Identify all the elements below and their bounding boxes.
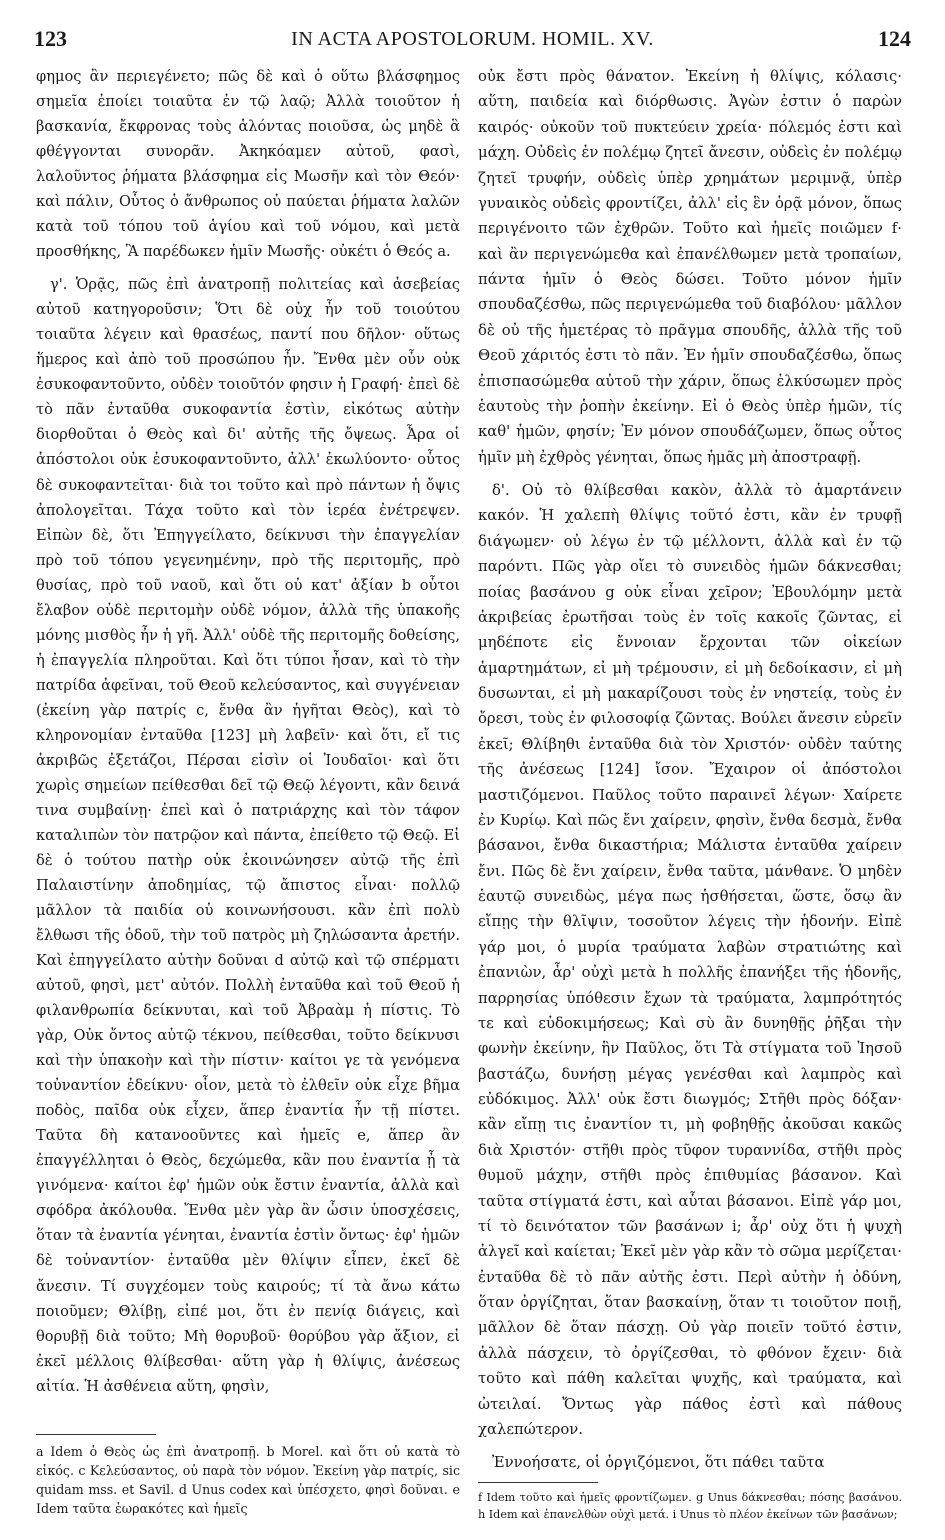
left-paragraph: γ'. Ὁρᾷς, πῶς ἐπὶ ἀνατροπῇ πολιτείας καὶ ἀσεβείας αὐτοῦ κατηγοροῦσιν; Ὅτι δὲ οὐχ ἦν τοῦ τοιούτου τοιαῦτα λέγειν καὶ θρασέως, παντί που δῆλον· οὕτως ἥμερος καὶ ἀπὸ τοῦ προσώπου ἦν. Ἔνθα μὲν οὖν οὐκ ἐσυκοφαντοῦντο, οὐδὲν τοιοῦτόν φησιν ἡ Γραφή· ἐπεὶ δὲ τὸ πᾶν ἐνταῦθα συκοφαντία ἐστὶν, εἰκότως αὐτὴν διορθοῦται ὁ Θεὸς καὶ δι' αὐτῆς τῆς ὄψεως. Ἆρα οἱ ἀπόστολοι οὐκ ἐσυκοφαντοῦντο, ἀλλ' ἐκωλύοντο· οὗτος δὲ συκοφαντεῖται· διὰ τοι τοῦτο καὶ πρὸ πάντων ἡ ὄψις ἀπολογεῖται. Τάχα τοῦτο καὶ τὸν ἱερέα ἐνέτρεψεν. Εἰπὼν δὲ, ὅτι Ἐπηγγείλατο, δείκνυσι τὴν ἐπαγγελίαν πρὸ τοῦ τόπου γεγενημένην, πρὸ τῆς περιτομῆς, πρὸ θυσίας, πρὸ τοῦ ναοῦ, καὶ ὅτι οὐ κατ' ἀξίαν b οὗτοι ἔλαβον οὐδὲ περιτομὴν οὐδὲ νόμον, ἀλλὰ τῆς ὑπακοῆς μόνης μισθὸς ἦν ἡ γῆ. Ἀλλ' οὐδὲ τῆς περιτομῆς δοθείσης, ἡ ἐπαγγελία πληροῦται. Καὶ ὅτι τύποι ἦσαν, καὶ τὸ τὴν πατρίδα ἀφεῖναι, τοῦ Θεοῦ κελεύσαντος, καὶ συγγένειαν (ἐκείνη γὰρ πατρίς c, ἔνθα ἂν ἡγῆται Θεὸς), καὶ τὸ κληρονομίαν ἐνταῦθα [123] μὴ λαβεῖν· καὶ ὅτι, εἴ τις ἀκριβῶς ἐξετάζοι, Πέρσαι εἰσὶν οἱ Ἰουδαῖοι· καὶ ὅτι χωρὶς σημείων πείθεσθαι δεῖ τῷ Θεῷ λέγοντι, κἂν δεινά τινα συμβαίνῃ· ἐπεὶ καὶ ὁ πατριάρχης καὶ τὸν τάφον καταλιπὼν τὸν πατρῷον καὶ πάντα, ἐπείθετο τῷ Θεῷ. Εἰ δὲ ὁ τούτου πατὴρ οὐκ ἐκοινώνησεν αὐτῷ τῆς ἐπὶ Παλαιστίνην ἀποδημίας, τῷ ἄπιστος εἶναι· πολλῷ μᾶλλον τὰ παιδία οὐ κοινωνήσουσι. κἂν ἐπὶ πολὺ ἔλθωσι τῆς ὁδοῦ, τὴν τοῦ πατρὸς μὴ ζηλώσαντα ἀρετήν. Καὶ ἐπηγγείλατο αὐτὴν δοῦναι d αὐτῷ καὶ τῷ σπέρματι αὐτοῦ, φησὶ, μετ' αὐτόν. Πολλὴ ἐνταῦθα καὶ τοῦ Θεοῦ ἡ φιλανθρωπία δείκνυται, καὶ τοῦ Ἀβραὰμ ἡ πίστις. Τὸ γὰρ, Οὐκ ὄντος αὐτῷ τέκνου, πείθεσθαι, τοῦτο δείκνυσι καὶ τὴν ὑπακοὴν καὶ τὴν πίστιν· καίτοι γε τὰ γενόμενα τοὐναντίον ἐδείκνυ· οἷον, μετὰ τὸ ἐλθεῖν οὐκ εἶχε βῆμα ποδὸς, παῖδα οὐκ εἶχεν, ἅπερ ἐναντία ἦν τῇ πίστει. Ταῦτα δὴ κατανοοῦντες καὶ ἡμεῖς e, ἅπερ ἂν ἐπαγγέλληται ὁ Θεὸς, δεχώμεθα, κἂν που ἐναντία ᾖ τὰ γινόμενα· καίτοι ἐφ' ἡμῶν οὐκ ἔστιν ἐναντία, ἀλλὰ καὶ σφόδρα ἀκόλουθα. Ἔνθα μὲν γὰρ ἂν ὦσιν ὑποσχέσεις, ὅταν τὰ ἐναντία γένηται, ἐναντία ἐστὶν ὄντως· ἐφ' ἡμῶν δὲ τοὐναντίον· ἐνταῦθα μὲν θλίψιν εἶπεν, ἐκεῖ δὲ ἄνεσιν. Τί συγχέομεν τοὺς καιρούς; τί τὰ ἄνω κάτω ποιοῦμεν; Θλίβῃ, εἰπέ μοι, ὅτι ἐν πενίᾳ διάγεις, καὶ θορυβῇ διὰ τοῦτο; Μὴ θορυβοῦ· θορύβου γὰρ ἄξιον, εἰ ἐκεῖ μέλλοις θλίβεσθαι· αὕτη γὰρ ἡ θλίψις, ἀνέσεως αἰτία. Ἡ ἀσθένεια αὕτη, φησὶν,	[36, 276, 460, 1395]
right-paragraph: Ἐννοήσατε, οἱ ὀργιζόμενοι, ὅτι πάθει ταῦτα	[492, 1454, 825, 1472]
right-column	[478, 64, 902, 1476]
right-paragraph: οὐκ ἔστι πρὸς θάνατον. Ἐκείνη ἡ θλίψις, κόλασις· αὕτη, παιδεία καὶ διόρθωσις. Ἀγὼν ἐστιν ὁ παρὼν καιρός· οὐκοῦν τοῦ πυκτεύειν χρεία· πόλεμός ἐστι καὶ μάχη. Οὐδεὶς ἐν πολέμῳ ζητεῖ ἄνεσιν, οὐδεὶς ἐν πολέμῳ ζητεῖ τρυφήν, οὐδεὶς ὑπὲρ χρημάτων μεριμνᾷ, ὑπὲρ γυναικὸς οὐδεὶς φροντίζει, ἀλλ' εἰς ἓν ὁρᾷ μόνον, ὅπως περιγένοιτο τῶν ἐχθρῶν. Τοῦτο καὶ ἡμεῖς ποιῶμεν f· καὶ ἂν περιγενώμεθα καὶ ἐπανέλθωμεν μετὰ τροπαίων, πάντα ἡμῖν ὁ Θεὸς δώσει. Τοῦτο μόνον ἡμῖν σπουδαζέσθω, πῶς περιγενώμεθα τοῦ διαβόλου· μᾶλλον δὲ οὐ τῆς ἡμετέρας τὸ πρᾶγμα σπουδῆς, ἀλλὰ τῆς τοῦ Θεοῦ χάριτός ἐστι τὸ πᾶν. Ἐν ἡμῖν σπουδαζέσθω, ὅπως ἐπισπασώμεθα αὐτοῦ τὴν χάριν, ὅπως ἑλκύσωμεν πρὸς ἑαυτοὺς τὴν ῥοπὴν ἐκείνην. Εἰ ὁ Θεὸς ὑπὲρ ἡμῶν, τίς καθ' ἡμῶν, φησίν; Ἐν μόνον σπουδάζωμεν, ὅπως οὗτος ἡμῖν μὴ ἐχθρὸς γένηται, ὅπως ἡμᾶς μὴ ἀποστραφῇ.	[478, 68, 902, 466]
footnotes-left	[36, 1442, 460, 1518]
page-header	[34, 26, 911, 56]
footnote-rule-right	[478, 1482, 598, 1483]
left-paragraph: φημος ἂν περιεγένετο; πῶς δὲ καὶ ὁ οὕτω βλάσφημος σημεῖα ἐποίει τοιαῦτα ἐν τῷ λαῷ; Ἀλλὰ τοιοῦτον ἡ βασκανία, ἔκφρονας τοὺς ἁλόντας ποιοῦσα, ὡς μηδὲ ἃ φθέγγονται συνορᾶν. Ἀκηκόαμεν αὐτοῦ, φασὶ, λαλοῦντος ῥήματα βλάσφημα εἰς Μωσῆν καὶ τὸν Θεόν· καὶ πάλιν, Οὗτος ὁ ἄνθρωπος οὐ παύεται ῥήματα λαλῶν κατὰ τοῦ τόπου τοῦ ἁγίου καὶ τοῦ νόμου, καὶ μετὰ προσθήκης, Ἃ παρέδωκεν ἡμῖν Μωσῆς· οὐκέτι ὁ Θεός a.	[36, 68, 460, 261]
footnote-text: a Idem ὁ Θεὸς ὡς ἐπὶ ἀνατροπῇ. b Morel. καὶ ὅτι οὐ κατὰ τὸ εἰκός. c Κελεύσαντος, οὐ παρὰ τὸν νόμον. Ἐκείνη γὰρ πατρίς, sic quidam mss. et Savil. d Unus codex καὶ ὑπέσχετο, φησὶ δοῦναι. e Idem ταῦτα ἑωρακότες καὶ ἡμεῖς	[36, 1444, 460, 1516]
left-column	[36, 64, 460, 1399]
footnote-text: f Idem τοῦτο καὶ ἡμεῖς φροντίζωμεν. g Unus δάκνεσθαι; πόσης βασάνου. h Idem καὶ ἐπανελθὼν οὐχὶ μετά. i Unus τὸ πλέον ἐκείνων τῶν βασάνων;	[478, 1491, 902, 1521]
page-number-right: 124	[878, 26, 911, 51]
footnote-rule-left	[36, 1434, 156, 1435]
footnotes-right	[478, 1490, 902, 1524]
right-paragraph: δ'. Οὐ τὸ θλίβεσθαι κακὸν, ἀλλὰ τὸ ἁμαρτάνειν κακόν. Ἡ χαλεπὴ θλίψις τοῦτό ἐστι, κἂν ἐν τρυφῇ διάγωμεν· οὐ λέγω ἐν τῷ μέλλοντι, ἀλλὰ καὶ ἐν τῷ παρόντι. Πῶς γὰρ οἴει τὸ συνειδὸς ἡμῶν δάκνεσθαι; ποίας βασάνου g οὐκ εἶναι χεῖρον; Ἐβουλόμην μετὰ ἀκριβείας ἐρωτῆσαι τοὺς ἐν τοῖς κακοῖς ζῶντας, εἰ μηδέποτε εἰς ἔννοιαν ἔρχονται τῶν οἰκείων ἁμαρτημάτων, εἰ μὴ τρέμουσιν, εἰ μὴ δεδοίκασιν, εἰ μὴ δυσωνται, εἰ μὴ μακαρίζουσι τοὺς ἐν νηστείᾳ, τοὺς ἐν ὄρεσι, τοὺς ἐν φιλοσοφίᾳ ζῶντας. Βούλει ἄνεσιν εὑρεῖν ἐκεῖ; Θλίβηθι ἐνταῦθα διὰ τὸν Χριστόν· οὐδὲν ταύτης τῆς ἀνέσεως [124] ἴσον. Ἔχαιρον οἱ ἀπόστολοι μαστιζόμενοι. Παῦλος τοῦτο παραινεῖ λέγων· Χαίρετε ἐν Κυρίῳ. Καὶ πῶς ἔνι χαίρειν, φησὶν, ἔνθα δεσμὰ, ἔνθα βάσανοι, ἔνθα δικαστήρια; Μάλιστα ἐνταῦθα χαίρειν ἔνι. Πῶς δὲ ἔνι χαίρειν, ἔνθα ταῦτα, μάνθανε. Ὁ μηδὲν ἑαυτῷ συνειδὼς, μέγα πως ἡσθήσεται, ὥστε, ὅσῳ ἂν εἴπῃς τὴν θλῖψιν, τοσοῦτον λέγεις τὴν ἡδονήν. Εἰπὲ γάρ μοι, ὁ μυρία τραύματα λαβὼν στρατιώτης καὶ ἐπανιὼν, ἆρ' οὐχὶ μετὰ h πολλῆς ἐπανήξει τῆς ἡδονῆς, παρρησίας ὑπόθεσιν ἔχων τὰ τραύματα, λαμπρότητός τε καὶ εὐδοκιμήσεως; Καὶ σὺ ἂν δυνηθῇς ῥῆξαι τὴν φωνὴν ἐκείνην, ἣν Παῦλος, ὅτι Τὰ στίγματα τοῦ Ἰησοῦ βαστάζω, δυνήσῃ μέγας γενέσθαι καὶ λαμπρὸς καὶ εὐδόκιμος. Ἀλλ' οὐκ ἔστι διωγμός; Στῆθι πρὸς δόξαν· κἂν εἴπῃ τις ἐναντίον τι, μὴ φοβηθῇς ἀκοῦσαι κακῶς διὰ Χριστόν· στῆθι πρὸς τῦφον τυραννίδα, στῆθι πρὸς θυμοῦ μάχην, στῆθι πρὸς ἐπιθυμίας βάσανον. Καὶ ταῦτα στίγματά ἐστι, καὶ αὗται βάσανοι. Εἰπὲ γάρ μοι, τί τὸ δεινότατον τῶν βασάνων i; ἆρ' οὐχ ὅτι ἡ ψυχὴ ἀλγεῖ καὶ καίεται; Ἐκεῖ μὲν γὰρ κἂν τὸ σῶμα μερίζεται· ἐνταῦθα δὲ τὸ πᾶν αὐτῆς ἐστι. Περὶ αὐτὴν ἡ ὀδύνη, ὅταν ὀργίζηται, ὅταν βασκαίνῃ, ὅταν τι τοιοῦτον ποιῇ, μᾶλλον δὲ ὅταν πάσχῃ. Οὐ γὰρ ποιεῖν τοῦτό ἐστιν, ἀλλὰ πάσχειν, τὸ ὀργίζεσθαι, τὸ φθόνον ἔχειν· διὰ τοῦτο καὶ πάθη καλεῖται ψυχῆς, καὶ τραύματα, καὶ ὠτειλαί. Ὄντως γὰρ πάθος ἐστὶ καὶ πάθους χαλεπώτερον.	[478, 482, 902, 1438]
page-number-left: 123	[34, 26, 67, 51]
running-title: IN ACTA APOSTOLORUM. HOMIL. XV.	[291, 28, 654, 50]
